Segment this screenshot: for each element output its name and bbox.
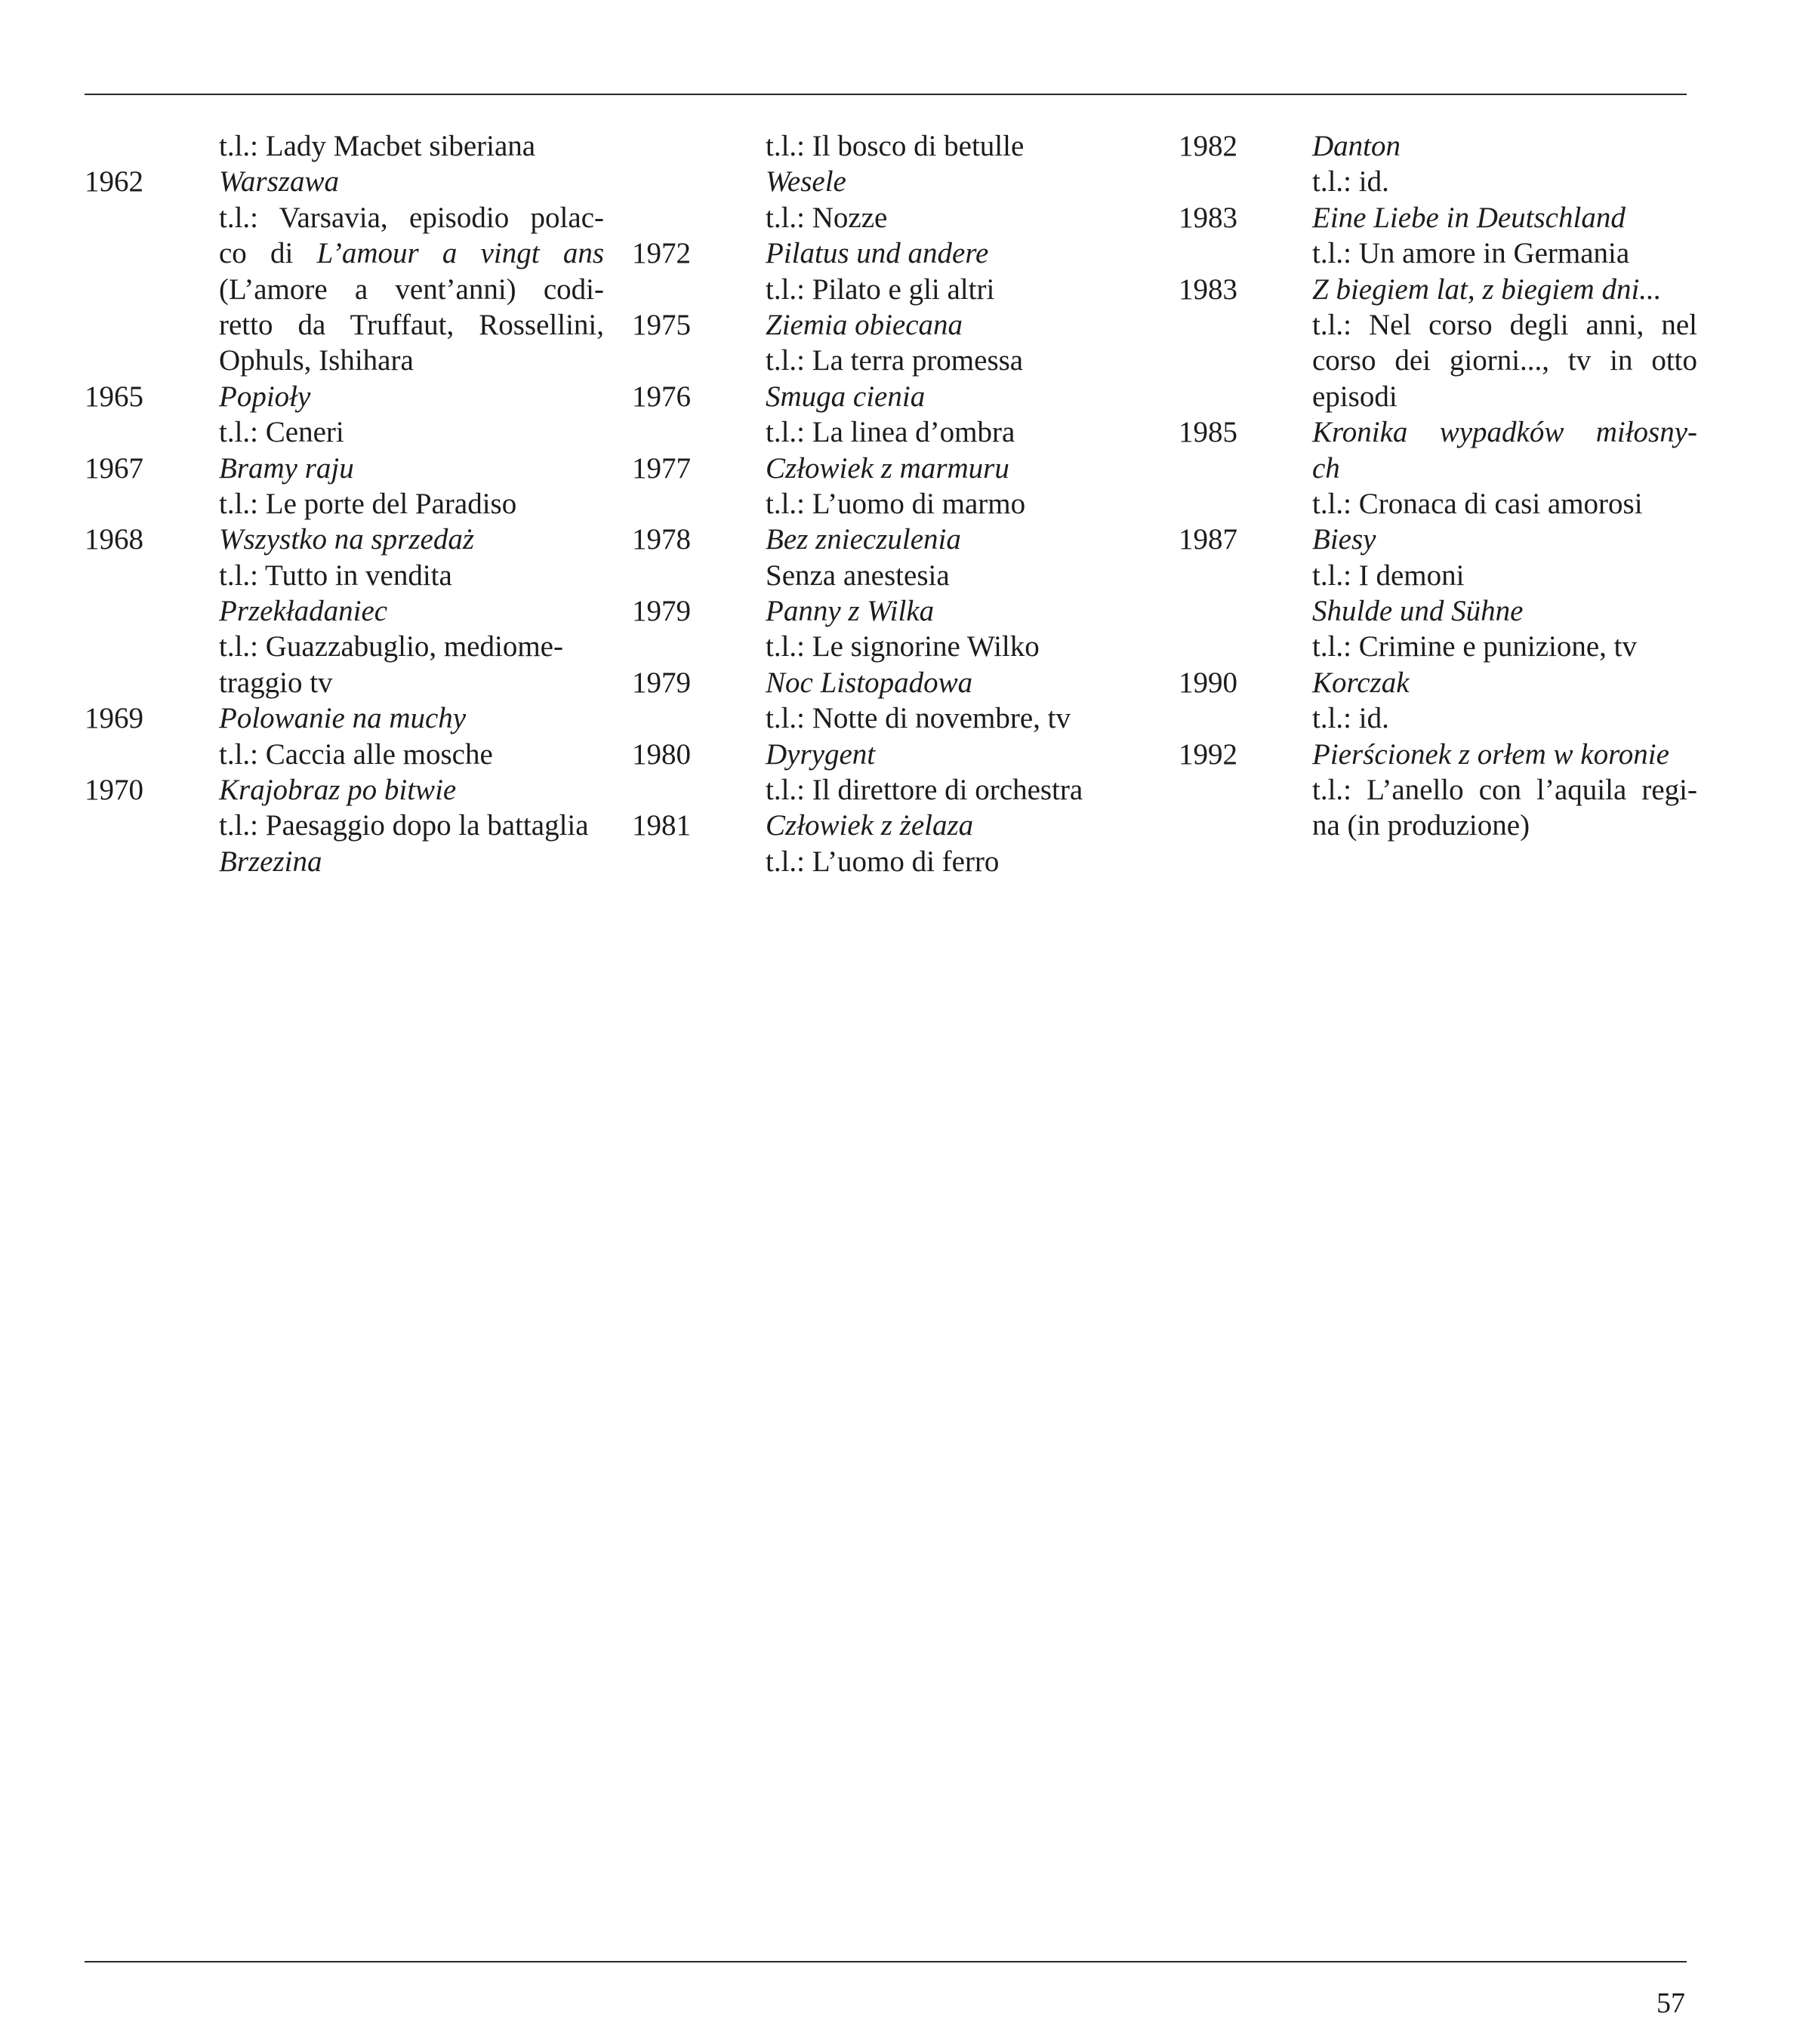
filmography-column-2 — [632, 128, 1145, 879]
line-text: Warszawa — [219, 165, 339, 199]
film-note — [219, 665, 333, 700]
film-title — [766, 522, 961, 557]
film-note — [766, 272, 994, 307]
line-text: Człowiek z żelaza — [766, 809, 974, 842]
filmography-line — [85, 808, 604, 843]
line-text: Ophuls, Ishihara — [219, 344, 414, 377]
top-rule — [85, 94, 1687, 95]
filmography-line — [85, 522, 604, 557]
film-note — [1312, 307, 1697, 343]
line-text: Smuga cienia — [766, 380, 926, 413]
film-note — [219, 737, 493, 772]
line-text: t.l.: Tutto in vendita — [219, 559, 452, 592]
film-year: 1987 — [1179, 523, 1237, 556]
line-text: t.l.: Guazzabuglio, mediome- — [219, 630, 563, 663]
film-title — [766, 593, 934, 629]
film-note — [219, 414, 344, 450]
film-year: 1978 — [632, 523, 691, 556]
filmography-line — [632, 343, 1145, 378]
line-text: Wesele — [766, 165, 846, 199]
filmography-line — [632, 808, 1145, 843]
line-text: t.l.: L’uomo di ferro — [766, 845, 1000, 878]
line-text: Wszystko na sprzedaż — [219, 523, 474, 556]
film-title — [1312, 737, 1669, 772]
line-text: t.l.: Cronaca di casi amorosi — [1312, 487, 1643, 520]
film-title — [1312, 414, 1697, 450]
filmography-line — [85, 451, 604, 486]
filmography-line — [632, 451, 1145, 486]
filmography-line — [632, 235, 1145, 271]
filmography-line — [1179, 414, 1697, 450]
film-year: 1976 — [632, 380, 691, 413]
film-note — [1312, 235, 1629, 271]
filmography-line — [85, 235, 604, 271]
line-text: t.l.: Un amore in Germania — [1312, 237, 1630, 270]
page-number: 57 — [1656, 1987, 1685, 2019]
filmography-line — [632, 844, 1145, 879]
film-year: 1992 — [1179, 737, 1237, 771]
film-note — [1312, 164, 1389, 199]
filmography-line — [1179, 772, 1697, 808]
line-text: Z biegiem lat, z biegiem dni... — [1312, 272, 1662, 306]
filmography-line — [1179, 128, 1692, 164]
filmography-line — [1179, 700, 1692, 736]
film-year: 1962 — [85, 165, 143, 199]
line-text: Dyrygent — [766, 737, 876, 771]
filmography-line — [1179, 665, 1692, 700]
film-title — [766, 451, 1009, 486]
film-note — [219, 486, 516, 522]
film-note — [766, 486, 1025, 522]
film-title — [219, 772, 456, 808]
line-text: Ziemia obiecana — [766, 308, 963, 341]
film-title — [1312, 272, 1662, 307]
filmography-line — [85, 307, 604, 343]
filmography-line — [1179, 451, 1692, 486]
line-text: corso dei giorni..., tv in otto — [1312, 344, 1697, 377]
film-title — [219, 522, 474, 557]
filmography-line — [1179, 200, 1692, 235]
filmography-line — [632, 558, 1145, 593]
filmography-line — [1179, 164, 1692, 199]
line-text: ch — [1312, 451, 1340, 485]
film-title — [219, 379, 310, 414]
line-text: t.l.: Paesaggio dopo la battaglia — [219, 809, 589, 842]
film-year: 1975 — [632, 308, 691, 341]
film-year: 1968 — [85, 523, 143, 556]
line-text: t.l.: Caccia alle mosche — [219, 737, 493, 771]
film-note — [1312, 629, 1637, 664]
film-note — [1312, 486, 1643, 522]
film-year: 1990 — [1179, 666, 1237, 699]
film-note — [1312, 379, 1398, 414]
film-note — [766, 844, 999, 879]
line-text: t.l.: Pilato e gli altri — [766, 272, 995, 306]
film-note — [219, 629, 563, 664]
filmography-line — [632, 128, 1145, 164]
film-year: 1967 — [85, 451, 143, 485]
line-text: Eine Liebe in Deutschland — [1312, 201, 1626, 234]
filmography-line — [1179, 272, 1692, 307]
line-text: t.l.: Notte di novembre, tv — [766, 702, 1071, 735]
line-text: Pierścionek z orłem w koronie — [1312, 737, 1669, 771]
line-text: t.l.: Ceneri — [219, 416, 344, 449]
filmography-line — [85, 272, 604, 307]
filmography-line — [632, 522, 1145, 557]
line-text: Popioły — [219, 380, 311, 413]
film-title — [219, 451, 354, 486]
film-note — [219, 200, 604, 235]
line-text: t.l.: Crimine e punizione, tv — [1312, 630, 1638, 663]
film-title — [1312, 593, 1523, 629]
film-year: 1977 — [632, 451, 691, 485]
line-text: t.l.: Nel corso degli anni, nel — [1312, 308, 1697, 341]
film-note — [219, 128, 535, 164]
filmography-line — [85, 414, 604, 450]
line-text: Krajobraz po bitwie — [219, 774, 457, 807]
film-note — [219, 343, 414, 378]
line-text: Korczak — [1312, 666, 1410, 699]
line-text: t.l.: Le porte del Paradiso — [219, 487, 517, 520]
film-title — [1312, 128, 1401, 164]
line-text: Przekładaniec — [219, 595, 388, 628]
filmography-line — [85, 844, 604, 879]
filmography-line — [1179, 593, 1692, 629]
line-text: t.l.: id. — [1312, 702, 1389, 735]
film-year: 1983 — [1179, 201, 1237, 234]
filmography-line — [1179, 808, 1692, 843]
film-year: 1981 — [632, 809, 691, 842]
film-year: 1969 — [85, 702, 143, 735]
film-year: 1970 — [85, 774, 143, 807]
filmography-line — [632, 272, 1145, 307]
film-note — [766, 629, 1040, 664]
film-title — [1312, 200, 1626, 235]
filmography-line — [85, 772, 604, 808]
film-year: 1972 — [632, 237, 691, 270]
film-note — [766, 414, 1015, 450]
line-text: t.l.: Varsavia, episodio polac- — [219, 201, 604, 234]
film-note — [1312, 343, 1697, 378]
line-text: t.l.: Lady Macbet siberiana — [219, 130, 536, 162]
line-text: Biesy — [1312, 523, 1376, 556]
film-title — [766, 665, 972, 700]
filmography-line — [632, 486, 1145, 522]
film-note — [1312, 700, 1389, 736]
filmography-line — [1179, 737, 1692, 772]
film-title — [219, 700, 466, 736]
film-note — [766, 343, 1023, 378]
line-text: (L’amore a vent’anni) codi- — [219, 272, 604, 306]
film-title — [766, 164, 846, 199]
film-note — [219, 558, 452, 593]
film-title — [219, 844, 322, 879]
film-title — [766, 737, 875, 772]
film-note — [1312, 558, 1464, 593]
line-text: t.l.: id. — [1312, 165, 1389, 199]
filmography-line — [632, 379, 1145, 414]
film-note — [219, 808, 589, 843]
film-year: 1979 — [632, 666, 691, 699]
filmography-line — [85, 128, 604, 164]
line-text: t.l.: I demoni — [1312, 559, 1465, 592]
line-text: t.l.: Il bosco di betulle — [766, 130, 1025, 162]
film-note — [219, 307, 604, 343]
film-note — [766, 200, 887, 235]
film-year: 1983 — [1179, 272, 1237, 306]
film-year: 1985 — [1179, 416, 1237, 449]
line-text: Danton — [1312, 130, 1401, 162]
filmography-column-1 — [85, 128, 604, 879]
film-year: 1982 — [1179, 130, 1237, 162]
line-text: Bez znieczulenia — [766, 523, 961, 556]
filmography-line — [632, 164, 1145, 199]
line-text: t.l.: Le signorine Wilko — [766, 630, 1040, 663]
line-text: Panny z Wilka — [766, 595, 935, 628]
filmography-line — [1179, 629, 1692, 664]
film-title — [766, 379, 925, 414]
film-note — [766, 700, 1071, 736]
line-text: t.l.: La terra promessa — [766, 344, 1024, 377]
line-text: Kronika wypadków miłosny- — [1312, 416, 1697, 449]
film-year: 1980 — [632, 737, 691, 771]
filmography-line — [85, 629, 604, 664]
line-text: t.l.: Il direttore di orchestra — [766, 774, 1083, 807]
film-note — [1312, 772, 1697, 808]
line-text: traggio tv — [219, 666, 333, 699]
filmography-line — [632, 772, 1145, 808]
line-text: t.l.: L’anello con l’aquila regi- — [1312, 774, 1697, 807]
film-title — [766, 307, 963, 343]
filmography-line — [85, 700, 604, 736]
film-title — [1312, 665, 1410, 700]
line-text: co di — [219, 237, 294, 270]
filmography-line — [632, 200, 1145, 235]
filmography-line — [1179, 235, 1692, 271]
film-note — [766, 128, 1024, 164]
inline-film-title: L’amour a vingt ans — [293, 237, 604, 270]
filmography-line — [1179, 558, 1692, 593]
line-text: Senza anestesia — [766, 559, 950, 592]
line-text: Polowanie na muchy — [219, 702, 467, 735]
filmography-line — [85, 737, 604, 772]
line-text: episodi — [1312, 380, 1398, 413]
bottom-rule — [85, 1961, 1687, 1962]
film-title — [219, 593, 387, 629]
filmography-line — [85, 593, 604, 629]
line-text: Shulde und Sühne — [1312, 595, 1524, 628]
filmography-line — [1179, 522, 1692, 557]
line-text: Pilatus und andere — [766, 237, 989, 270]
film-title — [766, 808, 973, 843]
film-note — [219, 272, 604, 307]
film-title — [1312, 522, 1376, 557]
filmography-line — [85, 343, 604, 378]
filmography-line — [1179, 343, 1697, 378]
line-text: t.l.: La linea d’ombra — [766, 416, 1015, 449]
filmography-line — [632, 307, 1145, 343]
filmography-line — [632, 737, 1145, 772]
film-year: 1979 — [632, 595, 691, 628]
filmography-line — [632, 593, 1145, 629]
filmography-line — [85, 200, 604, 235]
filmography-line — [632, 665, 1145, 700]
filmography-line — [632, 629, 1145, 664]
filmography-line — [1179, 307, 1697, 343]
line-text: retto da Truffaut, Rossellini, — [219, 308, 604, 341]
film-note — [219, 235, 604, 271]
film-note — [766, 772, 1083, 808]
film-title — [1312, 451, 1340, 486]
filmography-line — [632, 414, 1145, 450]
filmography-column-3 — [1179, 128, 1697, 844]
film-year: 1965 — [85, 380, 143, 413]
line-text: t.l.: L’uomo di marmo — [766, 487, 1026, 520]
line-text: Noc Listopadowa — [766, 666, 973, 699]
line-text: Bramy raju — [219, 451, 354, 485]
film-note — [766, 558, 950, 593]
line-text: t.l.: Nozze — [766, 201, 888, 234]
filmography-line — [85, 665, 604, 700]
line-text: Brzezina — [219, 845, 322, 878]
filmography-line — [1179, 486, 1692, 522]
filmography-line — [85, 486, 604, 522]
filmography-line — [1179, 379, 1692, 414]
filmography-line — [85, 558, 604, 593]
filmography-line — [85, 164, 604, 199]
line-text: na (in produzione) — [1312, 809, 1530, 842]
film-note — [1312, 808, 1530, 843]
filmography-line — [85, 379, 604, 414]
filmography-line — [632, 700, 1145, 736]
line-text: Człowiek z marmuru — [766, 451, 1009, 485]
film-title — [766, 235, 988, 271]
film-title — [219, 164, 339, 199]
